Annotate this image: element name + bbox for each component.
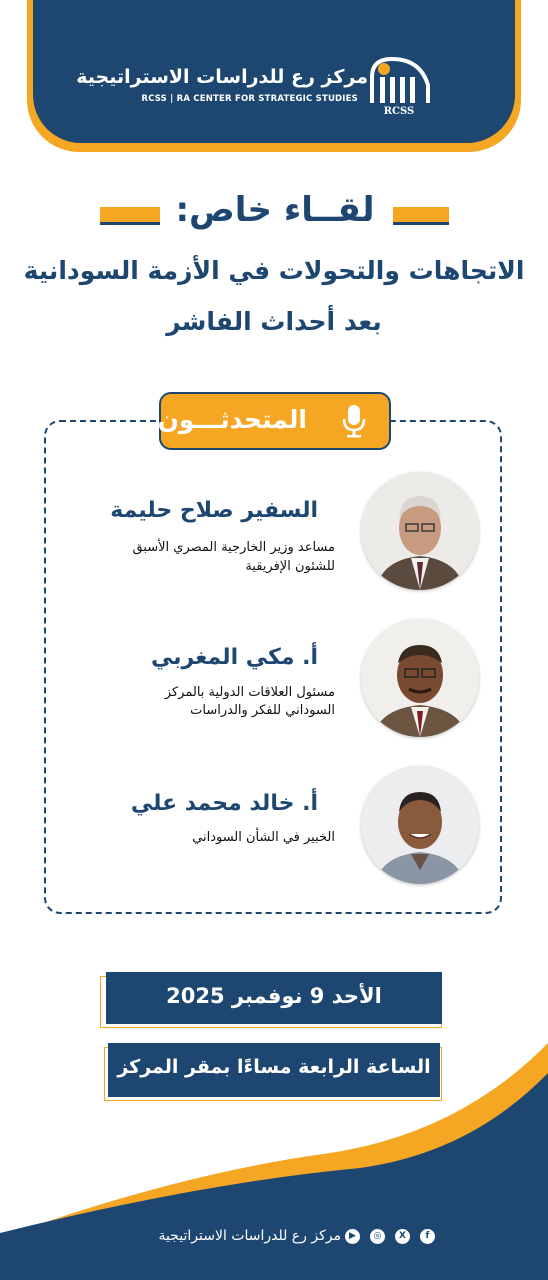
event-subtitle-line1: الاتجاهات والتحولات في الأزمة السودانية xyxy=(23,256,525,285)
speaker-photo xyxy=(361,619,479,737)
speaker-role-line1: مساعد وزير الخارجية المصري الأسبق xyxy=(132,540,335,555)
speaker-role-line1: مسئول العلاقات الدولية بالمركز xyxy=(164,685,335,700)
title-decor-right xyxy=(393,207,449,222)
speaker-name: السفير صلاح حليمة xyxy=(110,498,318,523)
event-title: لقــاء خاص: xyxy=(175,190,375,230)
footer-wave xyxy=(0,1043,548,1280)
speaker-photo xyxy=(361,766,479,884)
x-icon[interactable]: X xyxy=(395,1229,410,1244)
microphone-icon xyxy=(341,403,367,439)
event-time-place: الساعة الرابعة مساءًا بمقر المركز xyxy=(117,1056,431,1078)
org-name-arabic: مركز رع للدراسات الاستراتيجية xyxy=(76,66,368,88)
facebook-icon[interactable]: f xyxy=(420,1229,435,1244)
instagram-icon[interactable]: ◎ xyxy=(370,1229,385,1244)
speaker-photo xyxy=(361,472,479,590)
speaker-role-line1: الخبير في الشأن السوداني xyxy=(192,830,335,845)
speaker-name: أ. مكي المغربي xyxy=(150,645,318,670)
event-date: الأحد 9 نوفمبر 2025 xyxy=(166,984,382,1008)
speaker-name: أ. خالد محمد علي xyxy=(130,791,318,816)
footer-org-name: مركز رع للدراسات الاستراتيجية xyxy=(158,1228,341,1244)
org-name-english: RCSS | RA CENTER FOR STRATEGIC STUDIES xyxy=(141,94,358,104)
speakers-header xyxy=(159,392,391,450)
rcss-logo xyxy=(366,55,432,117)
event-subtitle-line2: بعد أحداث الفاشر xyxy=(166,307,382,336)
svg-text:RCSS: RCSS xyxy=(383,106,415,117)
youtube-icon[interactable]: ▶ xyxy=(345,1229,360,1244)
speaker-role-line2: للشئون الإفريقية xyxy=(245,559,335,574)
speakers-label: المتحدثـــون xyxy=(157,405,307,434)
speaker-role-line2: السوداني للفكر والدراسات xyxy=(190,703,335,718)
